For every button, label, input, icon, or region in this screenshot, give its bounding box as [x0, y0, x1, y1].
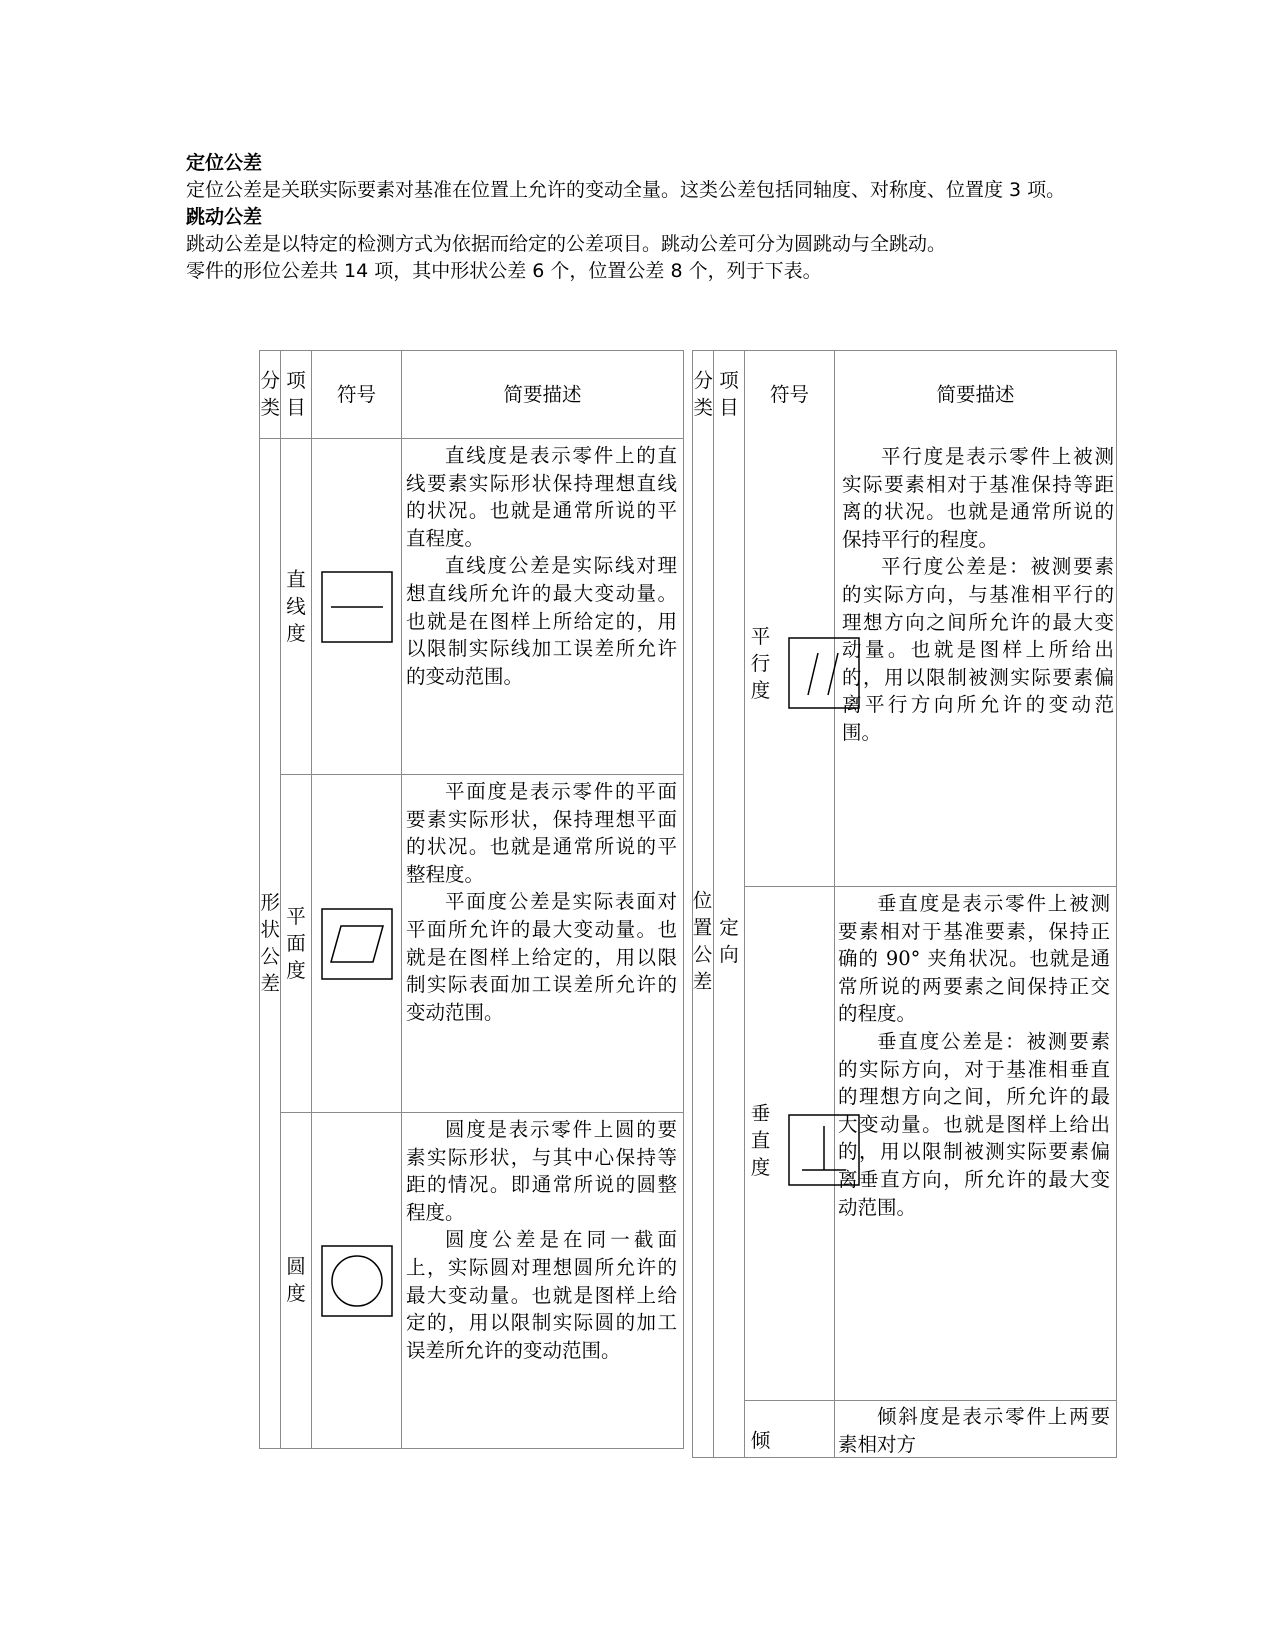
table-row [260, 1113, 684, 1449]
header-category: 分类 [260, 351, 281, 439]
description-cell: 倾斜度是表示零件上两要素相对方 [838, 1405, 1110, 1456]
flatness-icon [321, 908, 393, 980]
header-description: 简要描述 [835, 351, 1117, 439]
circularity-icon [321, 1245, 393, 1317]
item-cell: 直线度 [281, 439, 312, 775]
positioning-text: 定位公差是关联实际要素对基准在位置上允许的变动全量。这类公差包括同轴度、对称度、位置度 3 项。 [186, 179, 1066, 201]
description-cell: 圆度是表示零件上圆的要素实际形状，与其中心保持等距的情况。即通常所说的圆整程度。 圆度公差是在同一截面上，实际圆对理想圆所允许的最大变动量。也就是图样上给定的，用以限制实际圆的加工误差所允许的变动范围。 [402, 1113, 684, 1449]
item-cell: 平面度 [281, 775, 312, 1113]
item-cell: 平行度 [750, 625, 771, 702]
symbol-cell [312, 775, 402, 1113]
position-tolerance-table [692, 350, 1117, 439]
header-description: 简要描述 [402, 351, 684, 439]
straightness-icon [321, 571, 393, 643]
table-row [260, 775, 684, 1113]
symbol-cell [312, 1113, 402, 1449]
item-cell: 垂直度 [750, 1102, 771, 1179]
description-cell: 平行度是表示零件上被测实际要素相对于基准保持等距离的状况。也就是通常所说的保持平行的程度。 平行度公差是：被测要素的实际方向，与基准相平行的理想方向之间所允许的最大变动量。也就是图样上所给出的，用以限制被测实际要素偏离平行方向所允许的变动范围。 [842, 445, 1114, 744]
description-cell: 平面度是表示零件的平面要素实际形状，保持理想平面的状况。也就是通常所说的平整程度。 平面度公差是实际表面对平面所允许的最大变动量。也就是在图样上给定的，用以限制实际表面加工误差所允许的变动范围。 [402, 775, 684, 1113]
runout-heading: 跳动公差 [186, 206, 263, 228]
header-item: 项目 [281, 351, 312, 439]
item-cell: 圆度 [281, 1113, 312, 1449]
header-category: 分类 [693, 351, 714, 439]
runout-text: 跳动公差是以特定的检测方式为依据而给定的公差项目。跳动公差可分为圆跳动与全跳动。 [186, 233, 947, 255]
table-row [260, 439, 684, 775]
form-tolerance-table [259, 350, 684, 1449]
header-symbol: 符号 [312, 351, 402, 439]
description-cell: 直线度是表示零件上的直线要素实际形状保持理想直线的状况。也就是通常所说的平直程度。 直线度公差是实际线对理想直线所允许的最大变动量。也就是在图样上所给定的，用以限制实际线加工误差所允许的变动范围。 [402, 439, 684, 775]
category-cell: 位置公差 [692, 889, 713, 993]
symbol-cell [312, 439, 402, 775]
subcategory-cell: 定向 [719, 916, 739, 966]
description-cell: 垂直度是表示零件上被测要素相对于基准要素，保持正确的 90° 夹角状况。也就是通常所说的两要素之间保持正交的程度。 垂直度公差是：被测要素的实际方向，对于基准相垂直的理想方向之间，所允许的最大变动量。也就是图样上给出的，用以限制被测实际要素偏离垂直方向，所允许的最大变动范围。 [838, 892, 1110, 1219]
header-symbol: 符号 [745, 351, 835, 439]
header-item: 项目 [714, 351, 745, 439]
summary-text: 零件的形位公差共 14 项，其中形状公差 6 个，位置公差 8 个，列于下表。 [186, 260, 822, 282]
intro-section [186, 150, 1086, 285]
category-cell: 形状公差 [260, 439, 281, 1449]
position-tolerance-block [692, 437, 1116, 1458]
positioning-heading: 定位公差 [186, 152, 263, 174]
item-cell: 倾 [750, 1429, 771, 1452]
